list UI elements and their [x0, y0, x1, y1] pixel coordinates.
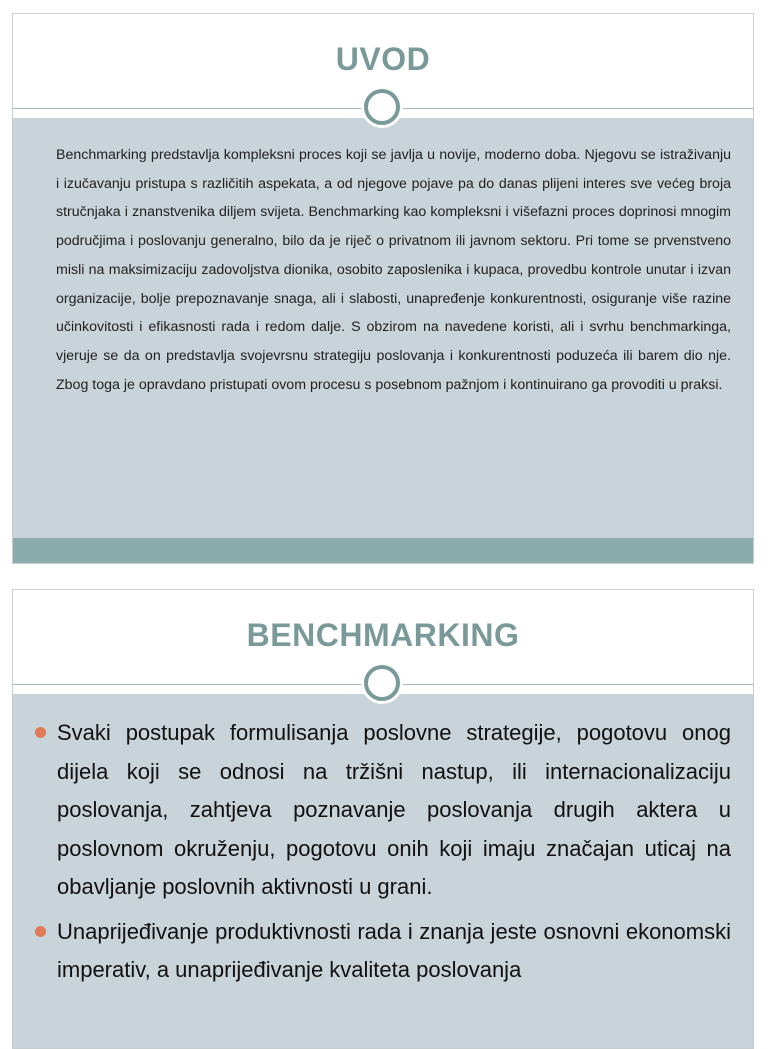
footer-band: [13, 538, 753, 564]
slide-title: UVOD: [335, 41, 431, 77]
ring-ornament-icon: [364, 89, 400, 125]
bullet-dot-icon: [35, 926, 46, 937]
intro-paragraph: Benchmarking predstavlja kompleksni proces koji se javlja u novije, moderno doba. Njegovu se istraživanju i izučavanju pristupa s različitih aspekata, a od njegove pojave pa do danas plijeni interes sve većeg broja stručnjaka i znanstvenika diljem svijeta. Benchmarking kao kompleksni i višefazni proces doprinosi mnogim područjima i poslovanju generalno, bilo da je riječ o privatnom ili javnom sektoru. Pri tome se prvenstveno misli na maksimizaciju zadovoljstva dionika, osobito zaposlenika i kupaca, provedbu kontrole unutar i izvan organizacije, bolje prepoznavanje snaga, ali i slabosti, unapređenje konkurentnosti, osiguranje više razine učinkovitosti i efikasnosti rada i redom dalje. S obzirom na navedene koristi, ali i svrhu benchmarkinga, vjeruje se da on predstavlja svojevrsnu strategiju poslovanja i konkurentnosti poduzeća ili barem dio nje. Zbog toga je opravdano pristupati ovom procesu s posebnom pažnjom i kontinuirano ga provoditi u praksi.: [56, 147, 731, 393]
bullet-list: [33, 714, 731, 996]
ring-ornament-icon: [364, 665, 400, 701]
slide-title: BENCHMARKING: [246, 617, 520, 653]
bullet-dot-icon: [35, 727, 46, 738]
bullet-item: [33, 714, 731, 907]
bullet-text: Svaki postupak formulisanja poslovne strategije, pogotovu onog dijela koji se odnosi na tržišni nastup, ili internacionalizaciju poslovanja, zahtjeva poznavanje poslovanja drugih aktera u poslovnom okruženju, pogotovu onih koji imaju značajan uticaj na obavljanje poslovnih aktivnosti u grani.: [57, 720, 731, 899]
slide-benchmarking: [12, 589, 754, 1049]
bullet-text: Unaprijeđivanje produktivnosti rada i znanja jeste osnovni ekonomski imperativ, a unaprijeđivanje kvaliteta poslovanja: [57, 918, 731, 982]
slide-uvod: [12, 13, 754, 564]
bullet-item: [33, 913, 731, 990]
